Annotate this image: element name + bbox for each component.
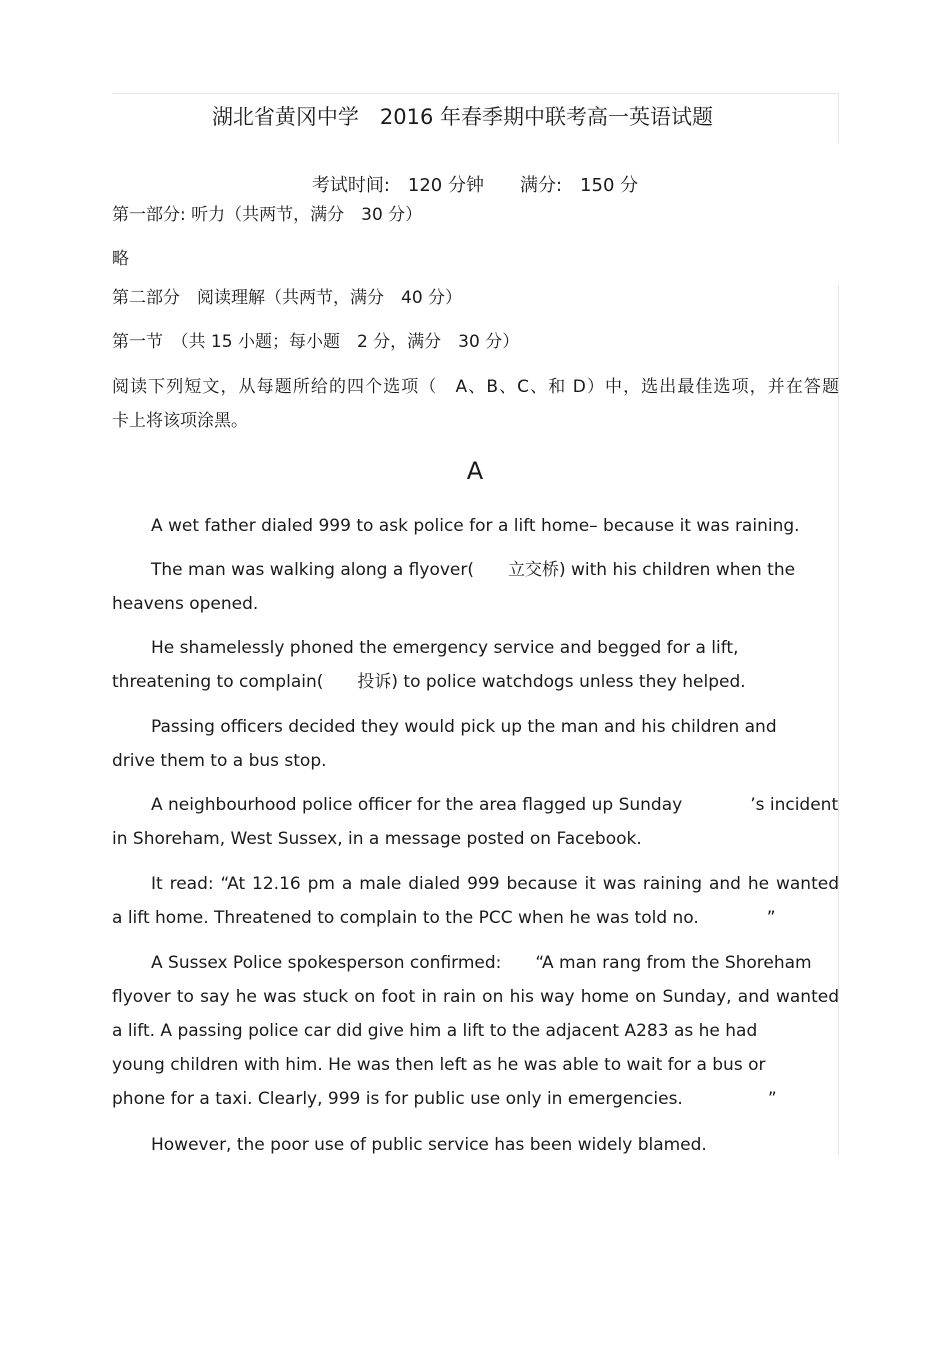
passage-label: A — [466, 457, 484, 485]
part2-heading: 第二部分 阅读理解（共两节，满分 40 分） — [112, 288, 463, 308]
paragraph-line: young children with him. He was then left as he was able to wait for a bus or — [112, 1055, 766, 1075]
paragraph-line: A Sussex Police spokesperson confirmed: “A man rang from the Shoreham — [151, 953, 812, 973]
top-rule — [112, 93, 839, 94]
paragraph-line: a lift. A passing police car did give him a lift to the adjacent A283 as he had — [112, 1021, 758, 1041]
paragraph-2 — [112, 553, 839, 621]
paragraph-6 — [112, 867, 839, 935]
paragraph-1 — [112, 509, 839, 543]
exam-info: 考试时间: 120 分钟 满分: 150 分 — [311, 175, 639, 196]
paragraph-line: A neighbourhood police officer for the area flagged up Sunday ’s incident — [151, 795, 839, 815]
paragraph-3 — [112, 631, 839, 699]
paragraph-7 — [112, 946, 839, 1116]
instruction-line-1: 阅读下列短文，从每题所给的四个选项（ A、B、C、和 D）中，选出最佳选项，并在答题 — [112, 377, 839, 397]
part1-heading: 第一部分: 听力（共两节，满分 30 分） — [112, 205, 423, 225]
paragraph-line: Passing officers decided they would pick up the man and his children and — [151, 717, 777, 737]
part1-note: 略 — [112, 249, 129, 269]
paragraph-line: A wet father dialed 999 to ask police for a lift home– because it was raining. — [151, 516, 800, 536]
paragraph-line: in Shoreham, West Sussex, in a message posted on Facebook. — [112, 829, 642, 849]
instruction-line-2: 卡上将该项涂黑。 — [112, 411, 248, 431]
paragraph-line: phone for a taxi. Clearly, 999 is for public use only in emergencies. ” — [112, 1089, 777, 1109]
paragraph-line: flyover to say he was stuck on foot in rain on his way home on Sunday, and wanted — [112, 987, 839, 1007]
paragraph-4 — [112, 710, 839, 778]
paragraph-line: threatening to complain( 投诉) to police watchdogs unless they helped. — [112, 672, 746, 692]
instructions — [112, 370, 839, 438]
paragraph-line: heavens opened. — [112, 594, 259, 614]
paragraph-5 — [112, 788, 839, 856]
exam-title: 湖北省黄冈中学 2016 年春季期中联考高一英语试题 — [211, 105, 714, 129]
paragraph-line: The man was walking along a flyover( 立交桥) with his children when the — [151, 560, 796, 580]
paragraph-line: He shamelessly phoned the emergency service and begged for a lift, — [151, 638, 739, 658]
paragraph-line: a lift home. Threatened to complain to the PCC when he was told no. ” — [112, 908, 776, 928]
paragraph-line: It read: “At 12.16 pm a male dialed 999 because it was raining and he wanted — [151, 874, 839, 894]
paragraph-line: drive them to a bus stop. — [112, 751, 327, 771]
section1-heading: 第一节 （共 15 小题；每小题 2 分，满分 30 分） — [112, 332, 520, 352]
paragraph-line: However, the poor use of public service has been widely blamed. — [151, 1135, 707, 1155]
paragraph-8 — [112, 1128, 839, 1162]
